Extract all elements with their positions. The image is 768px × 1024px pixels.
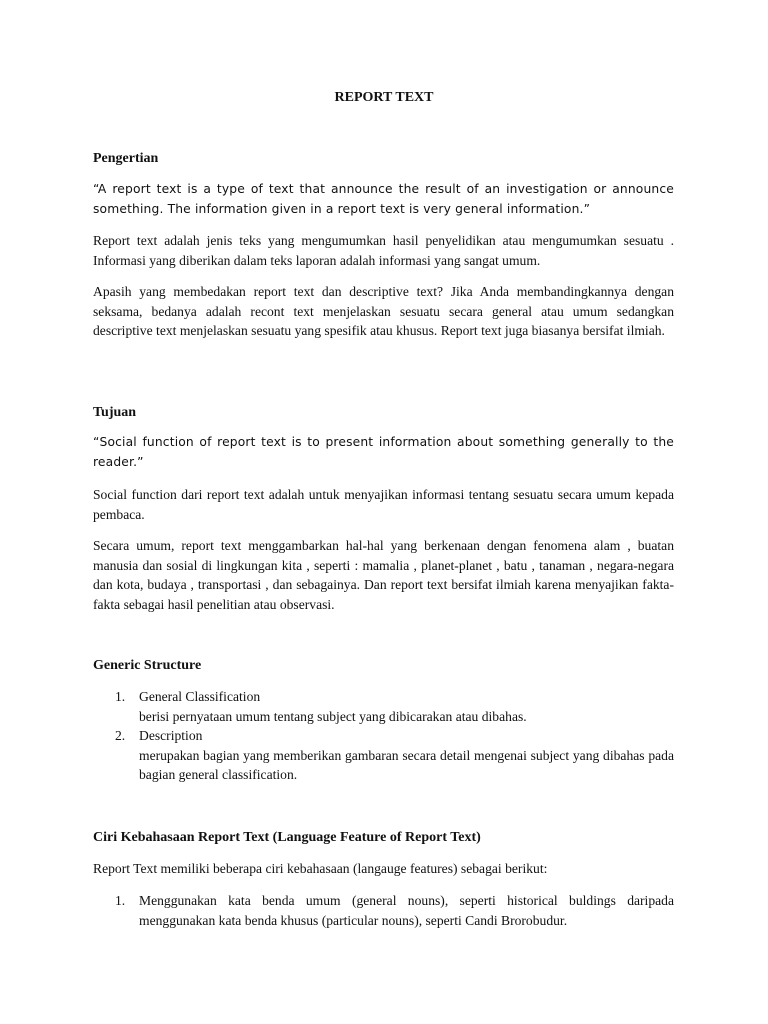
list-item-text: Menggunakan kata benda umum (general nouns), seperti historical buldings daripada menggunakan kata benda khusus (particular nouns), seperti Candi Brorobudur.: [139, 893, 674, 928]
list-item-title: General Classification: [139, 689, 261, 704]
pengertian-paragraph-2: Apasih yang membedakan report text dan descriptive text? Jika Anda membandingkannya dengan seksama, bedanya adalah recont text menjelaskan sesuatu secara general atau umum sedangkan descriptive text menjelaskan sesuatu yang spesifik atau khusus. Report text juga biasanya bersifat ilmiah.: [93, 284, 674, 339]
list-item-content: [139, 726, 674, 785]
pengertian-quote: “A report text is a type of text that announce the result of an investigation or announce something. The information given in a report text is very general information.”: [93, 182, 674, 216]
tujuan-quote: “Social function of report text is to present information about something generally to the reader.”: [93, 435, 674, 469]
list-item-desc: berisi pernyataan umum tentang subject yang dibicarakan atau dibahas.: [139, 708, 527, 724]
pengertian-paragraph-1: Report text adalah jenis teks yang mengumumkan hasil penyelidikan atau mengumumkan sesuatu . Informasi yang diberikan dalam teks laporan adalah informasi yang sangat umum.: [93, 233, 674, 268]
list-item-title: Description: [139, 728, 203, 743]
list-number: 2.: [115, 728, 126, 743]
heading-ciri-kebahasaan: Ciri Kebahasaan Report Text (Language Feature of Report Text): [93, 830, 481, 845]
list-item-content: [139, 687, 674, 726]
heading-pengertian: Pengertian: [93, 151, 159, 166]
ciri-intro: Report Text memiliki beberapa ciri kebahasaan (langauge features) sebagai berikut:: [93, 861, 548, 876]
list-number: 1.: [115, 689, 126, 704]
tujuan-paragraph-2: Secara umum, report text menggambarkan hal-hal yang berkenaan dengan fenomena alam , buatan manusia dan sosial di lingkungan kita , seperti : mamalia , planet-planet , batu , tanaman , negara-negara dan kota, budaya , transportasi , dan sebagainya. Dan report text bersifat ilmiah karena menyajikan fakta-fakta sebagai hasil penelitian atau observasi.: [93, 538, 674, 612]
tujuan-paragraph-1: Social function dari report text adalah untuk menyajikan informasi tentang sesuatu secara umum kepada pembaca.: [93, 487, 674, 522]
heading-generic-structure: Generic Structure: [93, 658, 202, 673]
page-title: REPORT TEXT: [334, 90, 434, 105]
list-item-desc: merupakan bagian yang memberikan gambaran secara detail mengenai subject yang dibahas pada bagian general classification.: [139, 747, 674, 783]
list-number: 1.: [115, 893, 126, 908]
heading-tujuan: Tujuan: [93, 405, 137, 420]
